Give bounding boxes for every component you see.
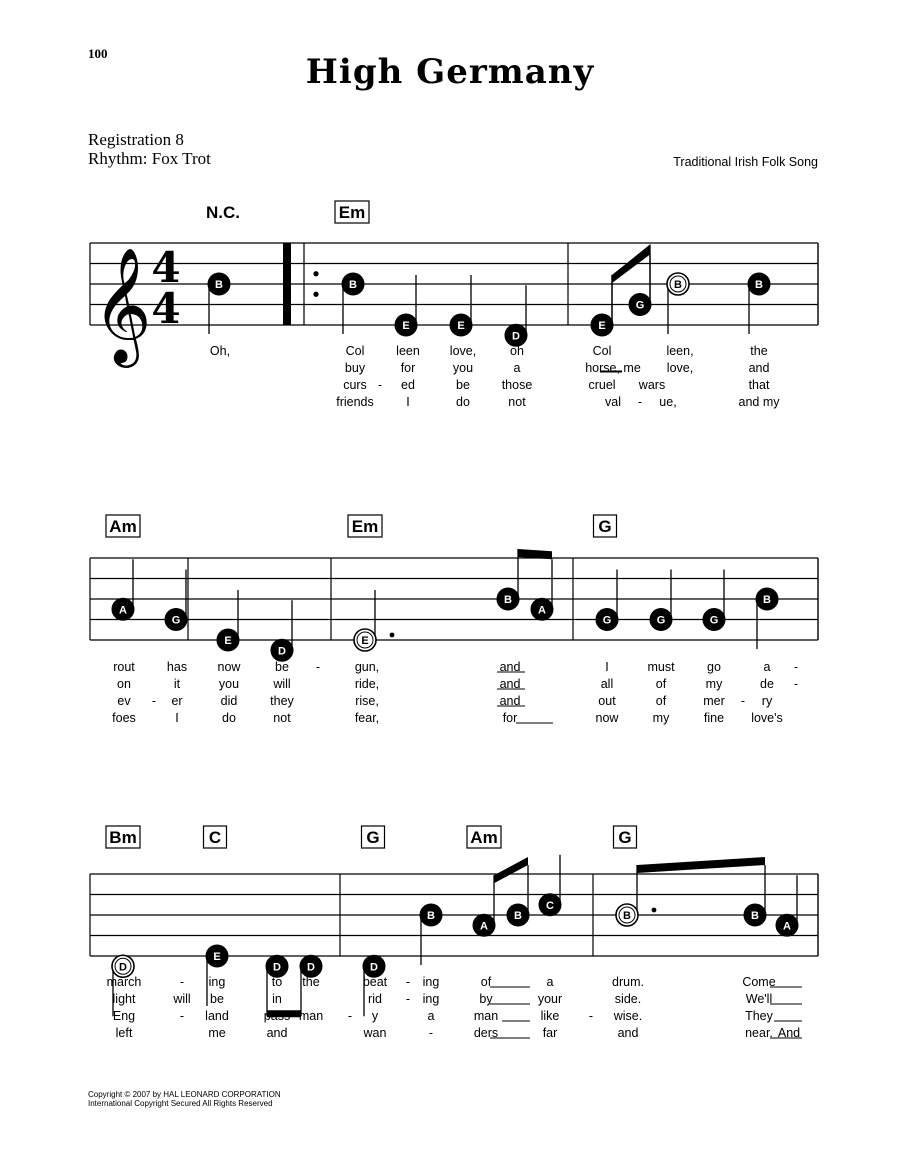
lyric-syllable: curs — [343, 378, 367, 392]
lyric-syllable: - — [793, 660, 799, 674]
chord-symbol — [206, 203, 240, 222]
lyric-syllable: far — [542, 1026, 558, 1040]
note-letter: D — [370, 961, 378, 974]
lyric-syllable: left — [115, 1026, 133, 1040]
lyric-syllable: did — [220, 694, 238, 708]
lyric-syllable: wise. — [613, 1009, 643, 1023]
lyric-syllable: - — [740, 694, 746, 708]
lyric-syllable: Col — [592, 344, 612, 358]
lyric-syllable: of — [655, 677, 667, 691]
lyric-syllable: rid — [368, 992, 382, 1006]
lyric-syllable: They — [745, 1009, 773, 1023]
lyric-syllable: rise, — [355, 694, 379, 708]
repeat-thick-bar — [283, 243, 291, 325]
chord-label: N.C. — [206, 203, 240, 222]
lyric-syllable: I — [175, 711, 179, 725]
lyric-syllable: do — [456, 395, 470, 409]
note-a — [531, 559, 553, 620]
note-letter: D — [278, 645, 286, 658]
lyric-syllable: Col — [345, 344, 365, 358]
note-letter: G — [656, 614, 666, 627]
lyric-syllable: Eng — [112, 1009, 136, 1023]
lyric-syllable: I — [605, 660, 609, 674]
note-letter: D — [307, 961, 315, 974]
lyric-syllable: - — [428, 1026, 434, 1040]
lyric-syllable: the — [750, 344, 768, 358]
chord-label: G — [618, 828, 632, 847]
lyric-syllable: of — [480, 975, 492, 989]
lyric-syllable: the — [302, 975, 320, 989]
lyric-syllable: ry — [761, 694, 773, 708]
chord-symbol — [204, 826, 227, 848]
lyric-syllable: side. — [614, 992, 642, 1006]
lyric-syllable: you — [218, 677, 240, 691]
lyric-syllable: mer — [703, 694, 725, 708]
lyric-syllable: in — [272, 992, 282, 1006]
rhythm-label: Rhythm: Fox Trot — [88, 149, 211, 168]
lyric-syllable: Oh, — [209, 344, 231, 358]
chord-label: C — [208, 828, 222, 847]
lyric-syllable: wan — [363, 1026, 387, 1040]
note-letter: E — [224, 635, 232, 647]
lyric-syllable: those — [501, 378, 533, 392]
lyric-syllable: oh — [510, 344, 524, 358]
note-letter: B — [763, 594, 771, 606]
lyric-syllable: - — [588, 1009, 594, 1023]
note-letter: E — [598, 320, 606, 332]
lyric-syllable: it — [173, 677, 181, 691]
chord-symbol — [467, 826, 501, 848]
lyric-syllable: and — [266, 1026, 288, 1040]
lyric-syllable: for — [502, 711, 518, 725]
lyric-syllable: now — [217, 660, 241, 674]
lyric-syllable: rout — [113, 660, 135, 674]
lyric-syllable: for — [400, 361, 416, 375]
lyric-syllable: leen — [396, 344, 420, 358]
note-letter: A — [538, 604, 546, 617]
lyric-syllable: er — [171, 694, 183, 708]
copyright-line: Copyright © 2007 by HAL LEONARD CORPORATION — [88, 1090, 281, 1099]
lyric-syllable: not — [508, 395, 526, 409]
lyric-syllable: and — [499, 677, 521, 691]
note-letter: A — [480, 920, 488, 933]
time-signature-bottom: 4 — [151, 284, 181, 333]
chord-symbol — [106, 515, 140, 537]
note-letter: D — [512, 330, 520, 343]
lyric-syllable: foes — [112, 711, 136, 725]
staff-system — [90, 874, 818, 956]
lyric-syllable: near. — [745, 1026, 773, 1040]
lyric-syllable: me — [208, 1026, 226, 1040]
chord-symbol — [594, 515, 617, 537]
lyric-syllable: do — [222, 711, 236, 725]
lyric-syllable: - — [315, 660, 321, 674]
note-letter: G — [635, 299, 645, 312]
lyric-syllable: buy — [344, 361, 366, 375]
lyric-syllable: ev — [117, 694, 131, 708]
lyric-syllable: - — [637, 395, 643, 409]
lyric-syllable: man — [298, 1009, 324, 1023]
lyric-syllable: de — [760, 677, 774, 691]
lyric-syllable: fear, — [354, 711, 380, 725]
page-number: 100 — [88, 46, 108, 61]
lyric-syllable: they — [270, 694, 294, 708]
note-letter: D — [119, 961, 127, 974]
lyric-syllable: a — [763, 660, 771, 674]
note-letter: B — [514, 910, 522, 922]
lyric-syllable: y — [371, 1009, 379, 1023]
lyric-syllable: be — [275, 660, 289, 674]
note-a — [473, 875, 495, 936]
lyric-syllable: ride, — [354, 677, 380, 691]
lyric-syllable: ing — [208, 975, 226, 989]
note-d — [271, 600, 293, 661]
lyric-syllable: like — [540, 1009, 560, 1023]
lyric-syllable: horse, me — [585, 361, 641, 375]
lyric-syllable: not — [273, 711, 291, 725]
song-title: High Germany — [305, 52, 595, 92]
lyric-syllable: and — [499, 694, 521, 708]
lyric-syllable: will — [273, 677, 291, 691]
registration-label: Registration 8 — [88, 130, 184, 149]
lyric-syllable: - — [179, 975, 185, 989]
lyric-syllable: a — [427, 1009, 435, 1023]
lyric-syllable: - — [151, 694, 157, 708]
note-letter: B — [504, 594, 512, 606]
composer-credit: Traditional Irish Folk Song — [673, 155, 818, 169]
note-letter: B — [623, 910, 631, 922]
note-letter: B — [349, 279, 357, 291]
lyric-syllable: has — [166, 660, 188, 674]
lyric-syllable: beat — [362, 975, 388, 989]
lyric-syllable: my — [705, 677, 723, 691]
lyric-syllable: friends — [336, 395, 374, 409]
note-letter: C — [546, 899, 554, 912]
lyric-syllable: ing — [422, 992, 440, 1006]
lyric-syllable: and my — [738, 395, 780, 409]
lyric-syllable: love's — [751, 711, 783, 725]
lyric-syllable: to — [271, 975, 283, 989]
treble-clef-icon: 𝄞 — [92, 246, 152, 363]
lyric-syllable: - — [377, 378, 383, 392]
note-letter: B — [755, 279, 763, 291]
chord-symbol — [614, 826, 637, 848]
chord-symbol — [335, 201, 369, 223]
lyric-syllable: love, — [449, 344, 477, 358]
chord-label: Am — [109, 517, 137, 536]
copyright-line: International Copyright Secured All Rights Reserved — [88, 1099, 273, 1108]
lyric-syllable: - — [405, 975, 411, 989]
beam — [637, 857, 765, 873]
lyric-syllable: all — [600, 677, 614, 691]
note-c — [539, 855, 561, 916]
lyric-syllable: my — [652, 711, 670, 725]
repeat-dot — [313, 292, 318, 297]
lyric-syllable: leen, — [666, 344, 694, 358]
note-letter: A — [783, 920, 791, 933]
note-letter: G — [171, 614, 181, 627]
chord-symbol — [106, 826, 140, 848]
note-letter: E — [402, 320, 410, 332]
lyric-syllable: of — [655, 694, 667, 708]
note-letter: B — [215, 279, 223, 291]
chord-label: G — [366, 828, 380, 847]
lyric-syllable: go — [707, 660, 721, 674]
lyric-syllable: fine — [703, 711, 725, 725]
dot — [390, 633, 395, 638]
note-letter: G — [602, 614, 612, 627]
lyric-syllable: pass — [263, 1009, 291, 1023]
lyric-syllable: - — [793, 677, 799, 691]
note-a — [776, 875, 798, 936]
chord-label: Em — [351, 517, 379, 536]
chord-symbol — [348, 515, 382, 537]
lyric-syllable: Come — [742, 975, 776, 989]
chord-label: G — [598, 517, 612, 536]
lyric-syllable: out — [598, 694, 616, 708]
lyric-syllable: cruel — [588, 378, 616, 392]
lyric-syllable: march — [106, 975, 142, 989]
lyric-syllable: ders — [473, 1026, 499, 1040]
beam — [494, 857, 528, 883]
lyric-syllable: - — [405, 992, 411, 1006]
lyric-syllable: man — [473, 1009, 499, 1023]
lyric-syllable: - — [179, 1009, 185, 1023]
lyric-syllable: ing — [422, 975, 440, 989]
lyric-syllable: val — [605, 395, 621, 409]
lyric-syllable: - — [347, 1009, 353, 1023]
lyric-syllable: wars — [638, 378, 666, 392]
lyric-syllable: and — [748, 361, 770, 375]
note-letter: B — [674, 279, 682, 291]
lyric-syllable: by — [479, 992, 493, 1006]
lyric-syllable: that — [748, 378, 770, 392]
lyric-syllable: ed — [401, 378, 415, 392]
lyric-syllable: be — [456, 378, 470, 392]
note-a — [112, 559, 134, 620]
note-letter: B — [427, 910, 435, 922]
note-letter: B — [751, 910, 759, 922]
repeat-dot — [313, 271, 318, 276]
note-letter: G — [709, 614, 719, 627]
lyric-syllable: ue, — [659, 395, 677, 409]
note-letter: A — [119, 604, 127, 617]
lyric-syllable: now — [595, 711, 619, 725]
lyric-syllable: light — [112, 992, 136, 1006]
lyric-syllable: And — [777, 1026, 801, 1040]
lyric-syllable: I — [406, 395, 410, 409]
lyric-syllable: drum. — [612, 975, 644, 989]
dot — [652, 908, 657, 913]
chord-label: Bm — [109, 828, 137, 847]
lyric-syllable: must — [647, 660, 675, 674]
note-letter: E — [213, 951, 221, 963]
lyric-syllable: your — [537, 992, 563, 1006]
lyric-syllable: land — [205, 1009, 229, 1023]
lyric-syllable: a — [513, 361, 521, 375]
note-letter: E — [457, 320, 465, 332]
lyric-syllable: gun, — [354, 660, 380, 674]
chord-symbol — [362, 826, 385, 848]
chord-label: Am — [470, 828, 498, 847]
lyric-syllable: will — [173, 992, 191, 1006]
note-letter: D — [273, 961, 281, 974]
lyric-syllable: on — [117, 677, 131, 691]
time-signature-top: 4 — [151, 243, 181, 292]
note-d — [505, 285, 527, 346]
chord-label: Em — [338, 203, 366, 222]
note-letter: E — [361, 635, 369, 647]
lyric-syllable: a — [546, 975, 554, 989]
lyric-syllable: and — [617, 1026, 639, 1040]
lyric-syllable: and — [499, 660, 521, 674]
lyric-syllable: you — [452, 361, 474, 375]
lyric-syllable: be — [210, 992, 224, 1006]
lyric-syllable: love, — [666, 361, 694, 375]
lyric-syllable: We'll — [745, 992, 773, 1006]
